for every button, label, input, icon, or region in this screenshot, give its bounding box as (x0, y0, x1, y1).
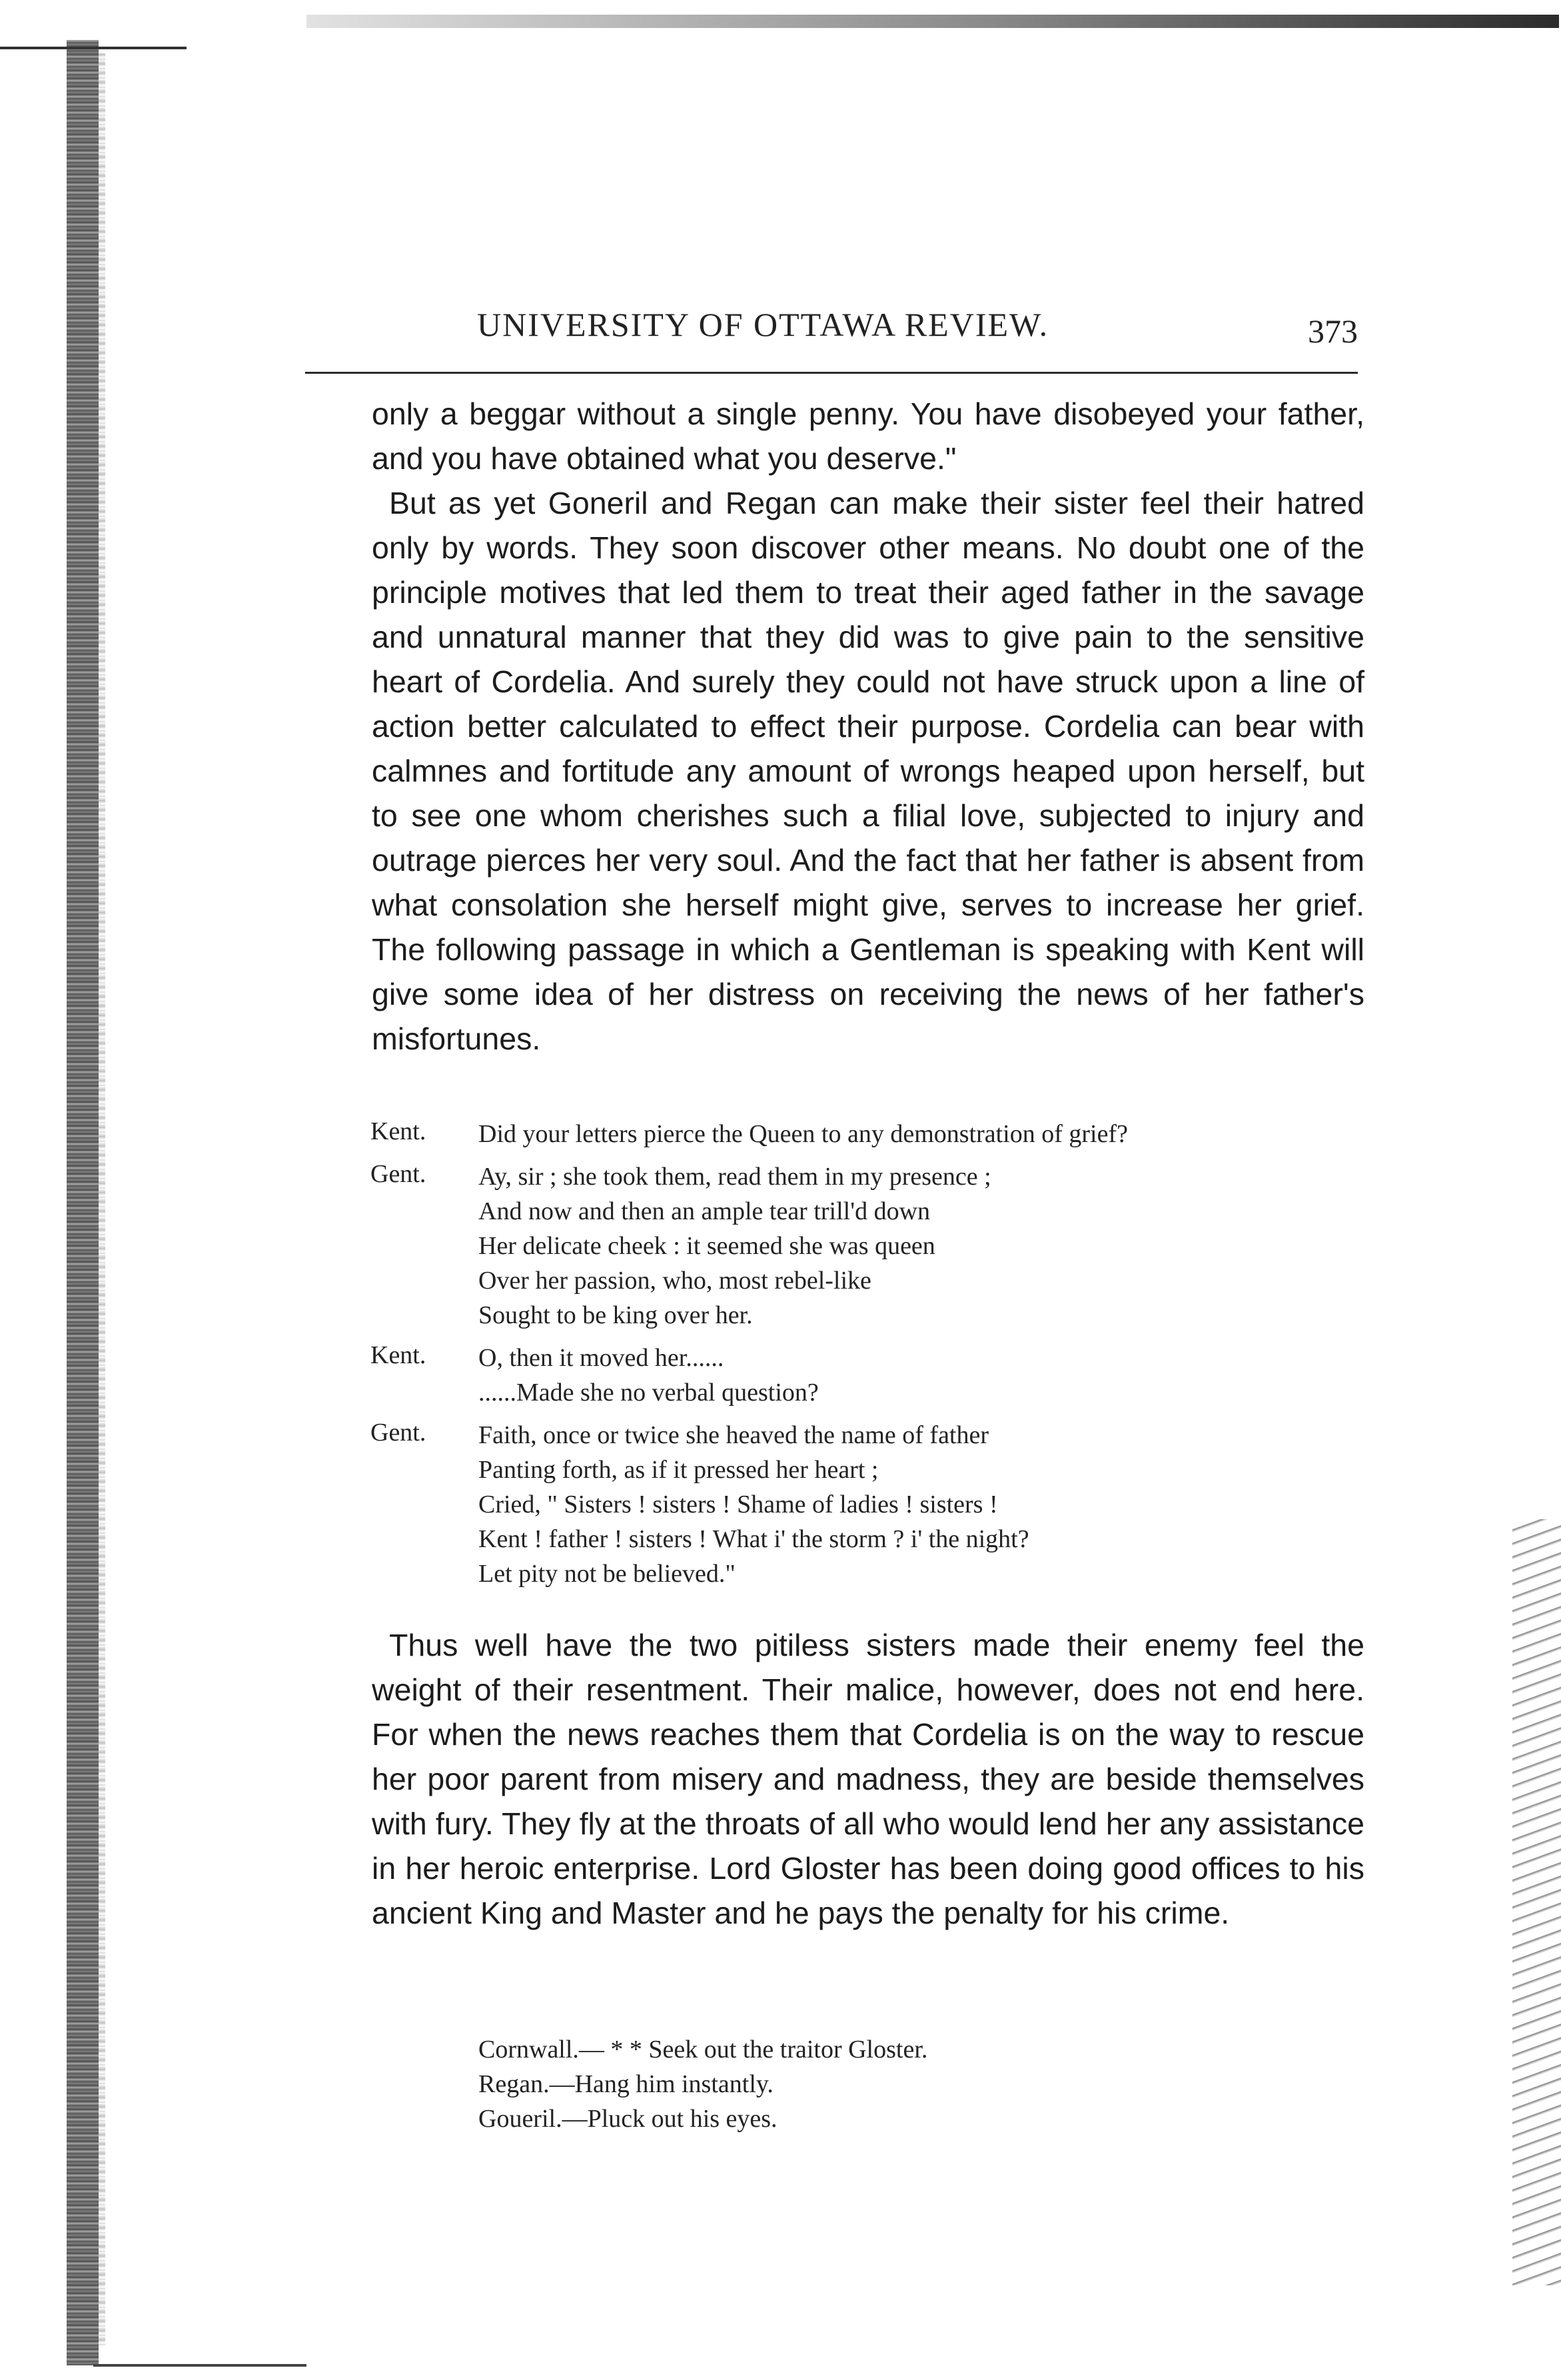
header-rule (305, 372, 1358, 374)
scan-bottom-mark (93, 2364, 306, 2367)
speech (370, 1117, 1370, 1151)
verse-line: Sought to be king over her. (478, 1301, 753, 1329)
speaker-label: Kent. (370, 1117, 426, 1145)
scan-right-speckle (1512, 1519, 1561, 2285)
verse-line: O, then it moved her...... (478, 1344, 724, 1372)
verse-line: Over her passion, who, most rebel-like (478, 1267, 871, 1295)
closing-quotation (478, 2032, 1278, 2136)
speech (370, 1159, 1370, 1333)
verse-line: And now and then an ample tear trill'd down (478, 1197, 931, 1225)
speech (370, 1341, 1370, 1410)
verse-line: Cornwall.— * * Seek out the traitor Gloster. (478, 2036, 928, 2064)
running-header (477, 305, 1358, 365)
verse-line: Let pity not be believed." (478, 1560, 736, 1588)
verse-line: Did your letters pierce the Queen to any demonstration of grief? (478, 1120, 1128, 1148)
paragraph: But as yet Goneril and Regan can make their sister feel their hatred only by words. They soon discover other means. No doubt one of the principle motives that led them to treat their aged father in the savage and unnatural manner that they did was to give pain to the sensitive heart of Cordelia. And surely they could not have struck upon a line of action better calculated to effect their purpose. Cordelia can bear with calmnes and fortitude any amount of wrongs heaped upon herself, but to see one whom cherishes such a filial love, subjected to injury and outrage pierces her very soul. And the fact that her father is absent from what consolation she herself might give, serves to increase her grief. The following passage in which a Gentleman is speaking with Kent will give some idea of her distress on receiving the news of her father's misfortunes. (372, 486, 1364, 1056)
verse-line: Goueril.—Pluck out his eyes. (478, 2105, 778, 2133)
verse-line: Her delicate cheek : it seemed she was queen (478, 1232, 935, 1260)
scan-top-left-mark (0, 47, 187, 49)
verse-line: Panting forth, as if it pressed her heart ; (478, 1456, 879, 1484)
scan-binding-edge (67, 40, 99, 2365)
verse-line: Regan.—Hang him instantly. (478, 2070, 774, 2098)
speaker-label: Kent. (370, 1341, 426, 1369)
journal-title: UNIVERSITY OF OTTAWA REVIEW. (477, 306, 1049, 343)
verse-line: Ay, sir ; she took them, read them in my presence ; (478, 1163, 991, 1191)
body-text-top (372, 392, 1364, 1061)
scan-binding-shadow (99, 53, 105, 2345)
page-number: 373 (1308, 312, 1358, 350)
verse-line: Faith, once or twice she heaved the name of father (478, 1421, 989, 1449)
verse-line: Kent ! father ! sisters ! What i' the storm ? i' the night? (478, 1525, 1029, 1553)
speaker-label: Gent. (370, 1160, 426, 1188)
paragraph: Thus well have the two pitiless sisters made their enemy feel the weight of their resentment. Their malice, however, does not end here. For when the news reaches them that Cordelia is on the way to rescue her poor parent from misery and madness, they are beside themselves with fury. They fly at the throats of all who would lend her any assistance in her heroic enterprise. Lord Gloster has been doing good offices to his ancient King and Master and he pays the penalty for his crime. (372, 1628, 1364, 1930)
scan-top-edge (306, 15, 1559, 28)
verse-line: Cried, " Sisters ! sisters ! Shame of ladies ! sisters ! (478, 1490, 998, 1518)
speech (370, 1418, 1370, 1591)
body-text-bottom (372, 1623, 1364, 1936)
dialogue-excerpt (370, 1117, 1370, 1599)
verse-line: ......Made she no verbal question? (478, 1379, 819, 1407)
speaker-label: Gent. (370, 1419, 426, 1447)
paragraph: only a beggar without a single penny. You have disobeyed your father, and you have obtained what you deserve." (372, 396, 1364, 476)
